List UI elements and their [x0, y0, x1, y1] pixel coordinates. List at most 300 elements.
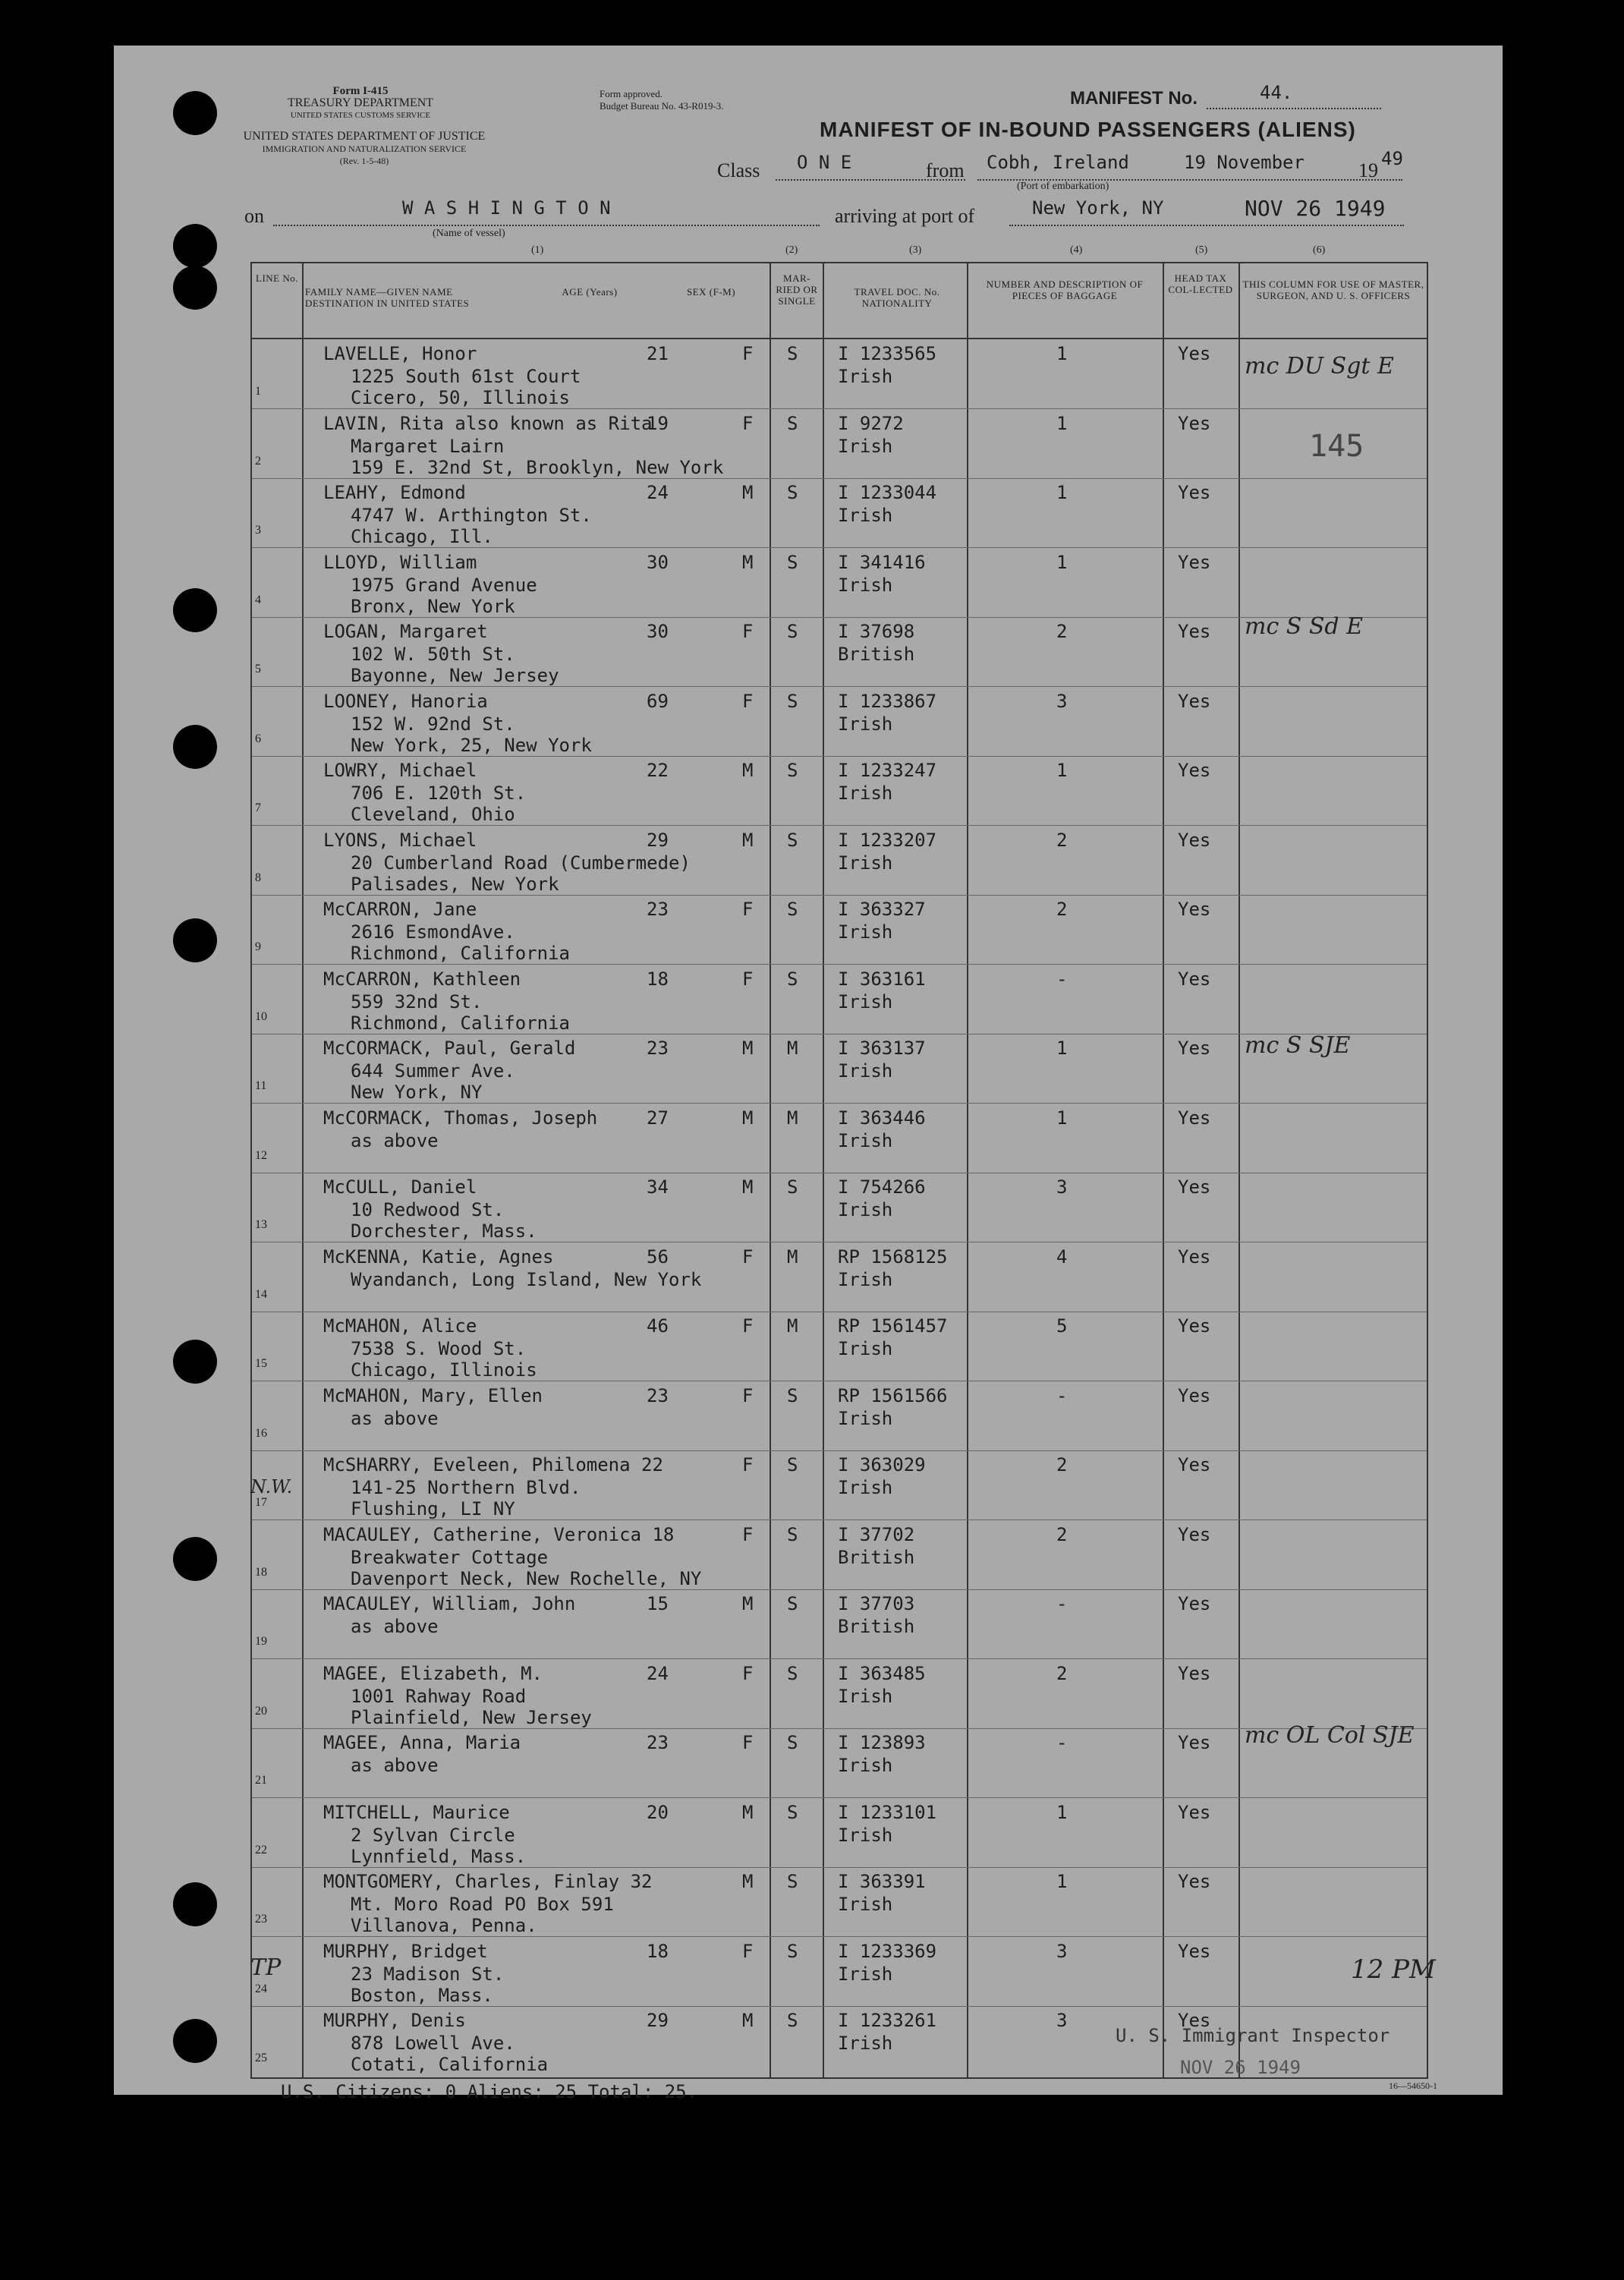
head-tax: Yes — [1178, 1940, 1211, 1962]
address-line1: 4747 W. Arthington St. — [351, 505, 592, 526]
line-number: 7 — [255, 801, 261, 814]
age: 15 — [647, 1593, 669, 1614]
marital-status: S — [787, 621, 798, 642]
arrival-port: New York, NY — [1032, 197, 1164, 219]
class-label: Class — [717, 159, 760, 181]
passenger-name: McCULL, Daniel — [323, 1176, 477, 1198]
head-tax: Yes — [1178, 1454, 1211, 1475]
marital-status: S — [787, 482, 798, 503]
line-number: 18 — [255, 1565, 267, 1579]
head-tax: Yes — [1178, 1732, 1211, 1753]
sex: M — [742, 1871, 754, 1892]
col-officers: THIS COLUMN FOR USE OF MASTER, SURGEON, AND U. S. OFFICERS — [1242, 279, 1424, 301]
table-row — [252, 1798, 1427, 1868]
head-tax: Yes — [1178, 482, 1211, 503]
sex: M — [742, 1176, 754, 1198]
passenger-name: MAGEE, Anna, Maria — [323, 1732, 521, 1753]
punch-hole — [173, 1340, 217, 1384]
line-number: 20 — [255, 1704, 267, 1718]
punch-hole — [173, 2019, 217, 2063]
sex: F — [742, 1523, 754, 1545]
address-line1: 878 Lowell Ave. — [351, 2033, 515, 2054]
address-line1: Mt. Moro Road PO Box 591 — [351, 1894, 614, 1915]
travel-doc: I 1233867 — [838, 690, 937, 712]
travel-doc: I 1233207 — [838, 829, 937, 851]
baggage-count: 3 — [1056, 690, 1068, 712]
sex: M — [742, 829, 754, 851]
nationality: Irish — [838, 990, 893, 1012]
sex: M — [742, 551, 754, 573]
head-tax: Yes — [1178, 968, 1211, 990]
baggage-count: - — [1056, 1732, 1068, 1753]
address-line1: 10 Redwood St. — [351, 1199, 505, 1220]
age: 23 — [647, 899, 669, 920]
treasury-dept: TREASURY DEPARTMENT — [287, 96, 434, 109]
vessel-name: W A S H I N G T O N — [402, 197, 611, 219]
passenger-name: MURPHY, Bridget — [323, 1940, 488, 1962]
address-line1: 706 E. 120th St. — [351, 783, 527, 804]
nationality: Irish — [838, 435, 893, 457]
travel-doc: I 363029 — [838, 1454, 926, 1475]
col-num-4: (4) — [1070, 244, 1083, 256]
age: 27 — [647, 1107, 669, 1129]
table-row — [252, 1381, 1427, 1451]
table-row — [252, 1104, 1427, 1173]
address-line1: as above — [351, 1755, 439, 1776]
year-prefix: 19 — [1358, 159, 1378, 181]
address-line1: 152 W. 92nd St. — [351, 713, 515, 735]
nationality: Irish — [838, 1755, 893, 1776]
age: 24 — [647, 482, 669, 503]
table-row — [252, 965, 1427, 1035]
address-line1: 1225 South 61st Court — [351, 366, 581, 387]
arrival-date-stamp: NOV 26 1949 — [1245, 196, 1386, 221]
head-tax: Yes — [1178, 1176, 1211, 1198]
passenger-name: McCARRON, Kathleen — [323, 968, 521, 990]
year-value: 49 — [1381, 148, 1403, 169]
passenger-name: LAVIN, Rita also known as Rita — [323, 412, 653, 434]
age: 24 — [647, 1662, 669, 1684]
baggage-count: 3 — [1056, 1940, 1068, 1962]
baggage-count: 1 — [1056, 760, 1068, 781]
baggage-count: 1 — [1056, 551, 1068, 573]
travel-doc: I 123893 — [838, 1732, 926, 1753]
nationality: Irish — [838, 1894, 893, 1915]
sex: M — [742, 1801, 754, 1823]
arrival-time-note: 12 PM — [1351, 1954, 1436, 1985]
travel-doc: I 37698 — [838, 621, 915, 642]
col-num-6: (6) — [1313, 244, 1326, 256]
marital-status: M — [787, 1107, 798, 1129]
nationality: Irish — [838, 1824, 893, 1846]
age: 18 — [647, 1940, 669, 1962]
address-line2: Boston, Mass. — [351, 1984, 493, 2006]
travel-doc: I 9272 — [838, 412, 904, 434]
baggage-count: 1 — [1056, 1801, 1068, 1823]
col-name: FAMILY NAME—GIVEN NAME DESTINATION IN UNITED STATES — [305, 286, 470, 309]
table-row — [252, 1589, 1427, 1659]
passenger-name: McCORMACK, Thomas, Joseph — [323, 1107, 598, 1129]
punch-hole — [173, 725, 217, 769]
sex: F — [742, 343, 754, 364]
travel-doc: I 1233247 — [838, 760, 937, 781]
passenger-name: MAGEE, Elizabeth, M. — [323, 1662, 543, 1684]
passenger-name: McMAHON, Mary, Ellen — [323, 1384, 543, 1406]
address-line1: 2 Sylvan Circle — [351, 1824, 515, 1846]
nationality: British — [838, 1616, 915, 1637]
address-line2: Plainfield, New Jersey — [351, 1706, 592, 1728]
sex: F — [742, 690, 754, 712]
officer-mark-row1: mc DU Sgt E — [1245, 353, 1394, 379]
travel-doc: I 363446 — [838, 1107, 926, 1129]
baggage-count: 3 — [1056, 1176, 1068, 1198]
travel-doc: I 1233565 — [838, 343, 937, 364]
passenger-name: MONTGOMERY, Charles, Finlay 32 — [323, 1871, 653, 1892]
address-line1: 644 Summer Ave. — [351, 1060, 515, 1082]
table-row — [252, 1312, 1427, 1381]
line-number: 21 — [255, 1774, 267, 1787]
baggage-count: 2 — [1056, 1523, 1068, 1545]
passenger-name: McKENNA, Katie, Agnes — [323, 1245, 554, 1268]
marital-status: S — [787, 1662, 798, 1684]
class-value: O N E — [797, 152, 852, 173]
address-line2: 159 E. 32nd St, Brooklyn, New York — [351, 456, 724, 478]
travel-doc: I 1233369 — [838, 1940, 937, 1962]
passenger-name: LEAHY, Edmond — [323, 482, 466, 503]
sex: M — [742, 760, 754, 781]
marital-status: S — [787, 1384, 798, 1406]
col-line: LINE No. — [256, 272, 298, 284]
address-line2: Flushing, LI NY — [351, 1498, 515, 1519]
revision: (Rev. 1-5-48) — [339, 156, 389, 166]
baggage-count: 1 — [1056, 343, 1068, 364]
punch-hole — [173, 1882, 217, 1926]
head-tax: Yes — [1178, 1384, 1211, 1406]
sex: M — [742, 2010, 754, 2031]
table-row — [252, 1520, 1427, 1590]
sex: M — [742, 482, 754, 503]
line-number: 19 — [255, 1635, 267, 1648]
nationality: Irish — [838, 1338, 893, 1359]
head-tax: Yes — [1178, 1038, 1211, 1059]
age: 56 — [647, 1245, 669, 1268]
marital-status: S — [787, 968, 798, 990]
passenger-name: MURPHY, Denis — [323, 2010, 466, 2031]
table-row — [252, 1867, 1427, 1937]
nationality: Irish — [838, 1060, 893, 1082]
address-line2: Richmond, California — [351, 943, 570, 964]
travel-doc: I 341416 — [838, 551, 926, 573]
address-line1: 1001 Rahway Road — [351, 1685, 527, 1707]
address-line2: Palisades, New York — [351, 873, 559, 895]
table-row — [252, 478, 1427, 548]
vessel-caption: (Name of vessel) — [433, 228, 505, 239]
passenger-name: LLOYD, William — [323, 551, 477, 573]
form-number: Form I-415 — [332, 85, 389, 97]
nationality: Irish — [838, 1477, 893, 1498]
travel-doc: RP 1561566 — [838, 1384, 948, 1406]
justice-block — [159, 131, 569, 167]
nationality: Irish — [838, 1685, 893, 1707]
passenger-name: LOGAN, Margaret — [323, 621, 488, 642]
manifest-title: MANIFEST OF IN-BOUND PASSENGERS (ALIENS) — [820, 118, 1356, 141]
line-number: 15 — [255, 1357, 267, 1370]
marital-status: M — [787, 1038, 798, 1059]
punch-hole — [173, 266, 217, 310]
address-line2: New York, 25, New York — [351, 734, 592, 756]
marital-status: S — [787, 899, 798, 920]
justice-dept: UNITED STATES DEPARTMENT OF JUSTICE — [243, 130, 486, 143]
customs-service: UNITED STATES CUSTOMS SERVICE — [290, 111, 431, 120]
nationality: Irish — [838, 921, 893, 943]
table-row — [252, 1173, 1427, 1242]
officer-mark-row11: mc S SJE — [1245, 1032, 1351, 1059]
line-number: 25 — [255, 2052, 267, 2064]
baggage-count: 1 — [1056, 1871, 1068, 1892]
port-embark-caption: (Port of embarkation) — [1017, 181, 1109, 192]
address-line2: Chicago, Ill. — [351, 526, 493, 547]
age: 29 — [647, 2010, 669, 2031]
passenger-name: MACAULEY, William, John — [323, 1593, 576, 1614]
form-approved: Form approved. — [600, 88, 663, 99]
baggage-count: 1 — [1056, 1038, 1068, 1059]
head-tax: Yes — [1178, 412, 1211, 434]
marital-status: M — [787, 1315, 798, 1337]
table-row — [252, 895, 1427, 965]
head-tax: Yes — [1178, 551, 1211, 573]
passenger-name: McCARRON, Jane — [323, 899, 477, 920]
travel-doc: I 363161 — [838, 968, 926, 990]
budget-bureau: Budget Bureau No. 43-R019-3. — [600, 100, 724, 112]
officer-mark-row21: mc OL Col SJE — [1245, 1722, 1415, 1749]
address-line2: Cicero, 50, Illinois — [351, 387, 570, 408]
manifest-label: MANIFEST No. — [1070, 88, 1198, 109]
col-married: MAR-RIED OR SINGLE — [776, 272, 818, 307]
address-line2: Lynnfield, Mass. — [351, 1845, 527, 1867]
marital-status: M — [787, 1245, 798, 1268]
table-row — [252, 548, 1427, 618]
nationality: Irish — [838, 574, 893, 596]
sex: F — [742, 1384, 754, 1406]
sex: F — [742, 1315, 754, 1337]
table-row — [252, 1242, 1427, 1312]
punch-hole — [173, 91, 217, 135]
marital-status: S — [787, 2010, 798, 2031]
nationality: Irish — [838, 713, 893, 735]
marital-status: S — [787, 412, 798, 434]
nationality: Irish — [838, 783, 893, 804]
totals-line: U.S. Citizens: 0 Aliens: 25 Total: 25. — [281, 2081, 698, 2102]
travel-doc: I 363485 — [838, 1662, 926, 1684]
head-tax: Yes — [1178, 899, 1211, 920]
col-num-1: (1) — [531, 244, 544, 256]
head-tax: Yes — [1178, 343, 1211, 364]
line-number: 13 — [255, 1218, 267, 1231]
ins-service: IMMIGRATION AND NATURALIZATION SERVICE — [262, 143, 467, 154]
baggage-count: 2 — [1056, 1454, 1068, 1475]
sex: F — [742, 968, 754, 990]
number-stamp: 145 — [1309, 429, 1364, 464]
address-line2: Cleveland, Ohio — [351, 804, 515, 825]
line-number: 4 — [255, 593, 261, 606]
address-line2: Bayonne, New Jersey — [351, 665, 559, 686]
line-number: 12 — [255, 1148, 267, 1162]
baggage-count: 2 — [1056, 1662, 1068, 1684]
col-sex: SEX (F-M) — [686, 286, 736, 298]
travel-doc: I 363137 — [838, 1038, 926, 1059]
nationality: Irish — [838, 505, 893, 526]
nationality: British — [838, 1546, 915, 1568]
table-row — [252, 826, 1427, 896]
embark-port: Cobh, Ireland — [987, 152, 1129, 173]
marital-status: S — [787, 1801, 798, 1823]
table-row — [252, 1937, 1427, 2007]
on-label: on — [244, 205, 264, 227]
travel-doc: I 1233044 — [838, 482, 937, 503]
head-tax: Yes — [1178, 1107, 1211, 1129]
address-line1: as above — [351, 1407, 439, 1429]
marital-status: S — [787, 829, 798, 851]
address-line1: 7538 S. Wood St. — [351, 1338, 527, 1359]
address-line2: Villanova, Penna. — [351, 1915, 537, 1936]
age: 29 — [647, 829, 669, 851]
address-line1: 141-25 Northern Blvd. — [351, 1477, 581, 1498]
travel-doc: RP 1561457 — [838, 1315, 948, 1337]
punch-hole — [173, 1537, 217, 1581]
age: 23 — [647, 1384, 669, 1406]
col-num-5: (5) — [1195, 244, 1208, 256]
nationality: Irish — [838, 1963, 893, 1985]
inspector-date-stamp: NOV 26 1949 — [1180, 2057, 1301, 2078]
baggage-count: 1 — [1056, 1107, 1068, 1129]
marital-status: S — [787, 1523, 798, 1545]
baggage-count: 2 — [1056, 829, 1068, 851]
nationality: Irish — [838, 366, 893, 387]
travel-doc: I 363391 — [838, 1871, 926, 1892]
table-row — [252, 1450, 1427, 1520]
manifest-number: 44. — [1260, 82, 1293, 103]
marital-status: S — [787, 760, 798, 781]
address-line1: 1975 Grand Avenue — [351, 574, 537, 596]
travel-doc: RP 1568125 — [838, 1245, 948, 1268]
age: 30 — [647, 551, 669, 573]
col-travel: TRAVEL DOC. No. NATIONALITY — [854, 286, 940, 309]
sex: M — [742, 1107, 754, 1129]
baggage-count: 1 — [1056, 482, 1068, 503]
marital-status: S — [787, 1940, 798, 1962]
age: 19 — [647, 412, 669, 434]
embark-date: 19 November — [1184, 152, 1305, 173]
head-tax: Yes — [1178, 621, 1211, 642]
punch-hole — [173, 588, 217, 632]
sex: F — [742, 1940, 754, 1962]
col-headtax: HEAD TAX COL-LECTED — [1168, 272, 1233, 295]
travel-doc: I 1233101 — [838, 1801, 937, 1823]
nationality: Irish — [838, 1407, 893, 1429]
baggage-count: 5 — [1056, 1315, 1068, 1337]
head-tax: Yes — [1178, 760, 1211, 781]
baggage-count: 4 — [1056, 1245, 1068, 1268]
address-line1: as above — [351, 1129, 439, 1151]
passenger-name: McCORMACK, Paul, Gerald — [323, 1038, 576, 1059]
col-age: AGE (Years) — [562, 286, 618, 298]
line-number: 3 — [255, 524, 261, 537]
form-block — [235, 85, 486, 121]
col-num-2: (2) — [785, 244, 798, 256]
sex: M — [742, 1593, 754, 1614]
col-baggage: NUMBER AND DESCRIPTION OF PIECES OF BAGGAGE — [986, 279, 1144, 301]
marital-status: S — [787, 1593, 798, 1614]
address-line1: as above — [351, 1616, 439, 1637]
line-number: 1 — [255, 385, 261, 398]
travel-doc: I 363327 — [838, 899, 926, 920]
baggage-count: 2 — [1056, 899, 1068, 920]
age: 30 — [647, 621, 669, 642]
address-line2: Chicago, Illinois — [351, 1359, 537, 1381]
head-tax: Yes — [1178, 1593, 1211, 1614]
line-number: 23 — [255, 1913, 267, 1926]
sex: F — [742, 412, 754, 434]
head-tax: Yes — [1178, 2010, 1211, 2031]
head-tax: Yes — [1178, 1801, 1211, 1823]
travel-doc: I 37702 — [838, 1523, 915, 1545]
table-row — [252, 1659, 1427, 1729]
age: 20 — [647, 1801, 669, 1823]
baggage-count: 1 — [1056, 412, 1068, 434]
passenger-name: McMAHON, Alice — [323, 1315, 477, 1337]
approval-block — [600, 88, 724, 112]
nationality: Irish — [838, 1129, 893, 1151]
officer-mark-row5: mc S Sd E — [1245, 613, 1364, 640]
line-number: 8 — [255, 871, 261, 884]
passenger-name: LOWRY, Michael — [323, 760, 477, 781]
baggage-count: - — [1056, 1384, 1068, 1406]
sex: F — [742, 1662, 754, 1684]
age: 22 — [647, 760, 669, 781]
nationality: Irish — [838, 852, 893, 874]
line-number: 24 — [255, 1982, 267, 1995]
address-line1: 23 Madison St. — [351, 1963, 505, 1985]
age: 69 — [647, 690, 669, 712]
head-tax: Yes — [1178, 1871, 1211, 1892]
marital-status: S — [787, 1732, 798, 1753]
line-number: 2 — [255, 454, 261, 468]
head-tax: Yes — [1178, 1523, 1211, 1545]
baggage-count: 3 — [1056, 2010, 1068, 2031]
from-label: from — [926, 159, 965, 181]
punch-hole — [173, 224, 217, 268]
age: 18 — [647, 968, 669, 990]
passenger-name: McSHARRY, Eveleen, Philomena 22 — [323, 1454, 663, 1475]
passenger-name: LAVELLE, Honor — [323, 343, 477, 364]
address-line1: 2616 EsmondAve. — [351, 921, 515, 943]
nationality: British — [838, 644, 915, 665]
address-line2: Richmond, California — [351, 1012, 570, 1034]
address-line2: Bronx, New York — [351, 595, 515, 617]
head-tax: Yes — [1178, 1315, 1211, 1337]
marital-status: S — [787, 343, 798, 364]
head-tax: Yes — [1178, 1662, 1211, 1684]
line-number: 10 — [255, 1009, 267, 1023]
travel-doc: I 1233261 — [838, 2010, 937, 2031]
sex: F — [742, 1245, 754, 1268]
address-line1: 102 W. 50th St. — [351, 644, 515, 665]
sex: F — [742, 621, 754, 642]
head-tax: Yes — [1178, 690, 1211, 712]
marital-status: S — [787, 690, 798, 712]
address-line2: New York, NY — [351, 1082, 483, 1103]
table-row — [252, 687, 1427, 757]
